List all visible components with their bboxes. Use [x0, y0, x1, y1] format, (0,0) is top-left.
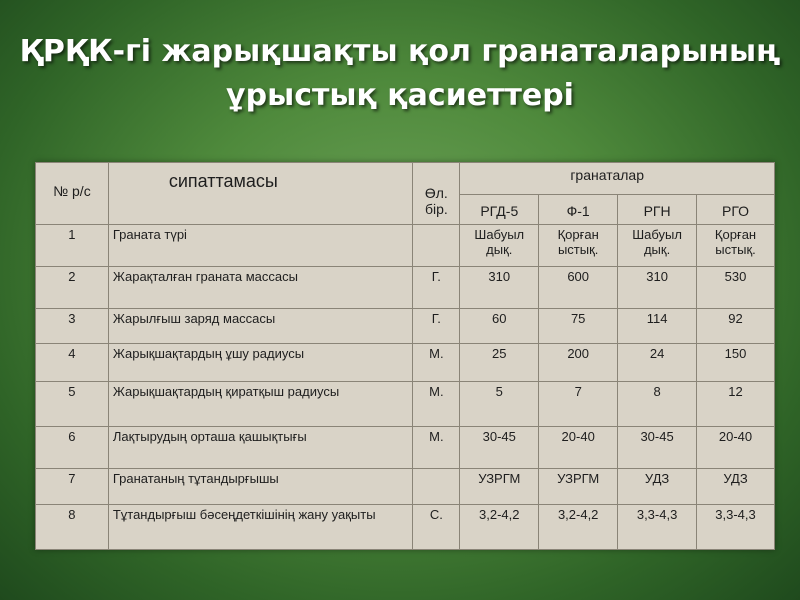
value-cell: 75 — [539, 309, 618, 344]
row-number: 1 — [36, 225, 109, 267]
row-number: 8 — [36, 505, 109, 550]
slide-title — [0, 30, 800, 118]
value-cell: 114 — [618, 309, 697, 344]
value-cell: 310 — [460, 267, 539, 309]
value-cell: 530 — [697, 267, 775, 309]
characteristic-cell: Тұтандырғыш бәсеңдеткішінің жану уақыты — [108, 505, 413, 550]
value-cell: 20-40 — [539, 427, 618, 469]
value-cell: 200 — [539, 344, 618, 382]
characteristic-cell: Жарақталған граната массасы — [108, 267, 413, 309]
row-number: 7 — [36, 469, 109, 505]
header-grenade: РГД-5 — [460, 195, 539, 225]
characteristic-cell: Жарықшақтардың ұшу радиусы — [108, 344, 413, 382]
value-cell: УДЗ — [618, 469, 697, 505]
value-cell: Қорған ыстық. — [539, 225, 618, 267]
value-cell: 20-40 — [697, 427, 775, 469]
slide-title-line2: ұрыстық қасиеттері — [226, 78, 574, 113]
row-number: 4 — [36, 344, 109, 382]
characteristic-cell: Граната түрі — [108, 225, 413, 267]
value-cell: 25 — [460, 344, 539, 382]
value-cell: 310 — [618, 267, 697, 309]
grenade-properties-table — [35, 162, 775, 550]
unit-cell: Г. — [413, 267, 460, 309]
row-number: 6 — [36, 427, 109, 469]
value-cell: 30-45 — [618, 427, 697, 469]
value-cell: 7 — [539, 382, 618, 427]
header-grenade: РГО — [697, 195, 775, 225]
unit-cell: М. — [413, 427, 460, 469]
row-number: 3 — [36, 309, 109, 344]
value-cell: Шабуыл дық. — [460, 225, 539, 267]
value-cell: УЗРГМ — [539, 469, 618, 505]
value-cell: 3,2-4,2 — [460, 505, 539, 550]
table-row — [36, 382, 775, 427]
characteristic-cell: Лақтырудың орташа қашықтығы — [108, 427, 413, 469]
unit-cell: С. — [413, 505, 460, 550]
slide-title-line1: ҚРҚК-гі жарықшақты қол гранаталарының — [19, 34, 781, 69]
table-row — [36, 344, 775, 382]
table-row — [36, 505, 775, 550]
value-cell: 12 — [697, 382, 775, 427]
row-number: 5 — [36, 382, 109, 427]
value-cell: 24 — [618, 344, 697, 382]
value-cell: 600 — [539, 267, 618, 309]
characteristic-cell: Жарықшақтардың қиратқыш радиусы — [108, 382, 413, 427]
unit-cell: М. — [413, 344, 460, 382]
value-cell: УДЗ — [697, 469, 775, 505]
value-cell: 8 — [618, 382, 697, 427]
value-cell: УЗРГМ — [460, 469, 539, 505]
header-grenade: Ф-1 — [539, 195, 618, 225]
value-cell: 30-45 — [460, 427, 539, 469]
value-cell: Қорған ыстық. — [697, 225, 775, 267]
value-cell: 3,3-4,3 — [618, 505, 697, 550]
unit-cell — [413, 469, 460, 505]
table-row — [36, 267, 775, 309]
table-row — [36, 309, 775, 344]
table-row — [36, 469, 775, 505]
unit-cell: М. — [413, 382, 460, 427]
table-row — [36, 225, 775, 267]
characteristic-cell: Жарылғыш заряд массасы — [108, 309, 413, 344]
value-cell: 60 — [460, 309, 539, 344]
header-grenade: РГН — [618, 195, 697, 225]
unit-cell: Г. — [413, 309, 460, 344]
value-cell: 3,3-4,3 — [697, 505, 775, 550]
row-number: 2 — [36, 267, 109, 309]
header-grenades-group: гранаталар — [460, 163, 775, 195]
header-characteristic: сипаттамасы — [108, 163, 413, 225]
value-cell: Шабуыл дық. — [618, 225, 697, 267]
table-row — [36, 427, 775, 469]
header-no: № р/с — [36, 163, 109, 225]
header-unit: Өл. бір. — [413, 163, 460, 225]
value-cell: 92 — [697, 309, 775, 344]
unit-cell — [413, 225, 460, 267]
value-cell: 3,2-4,2 — [539, 505, 618, 550]
value-cell: 150 — [697, 344, 775, 382]
value-cell: 5 — [460, 382, 539, 427]
characteristic-cell: Гранатаның тұтандырғышы — [108, 469, 413, 505]
